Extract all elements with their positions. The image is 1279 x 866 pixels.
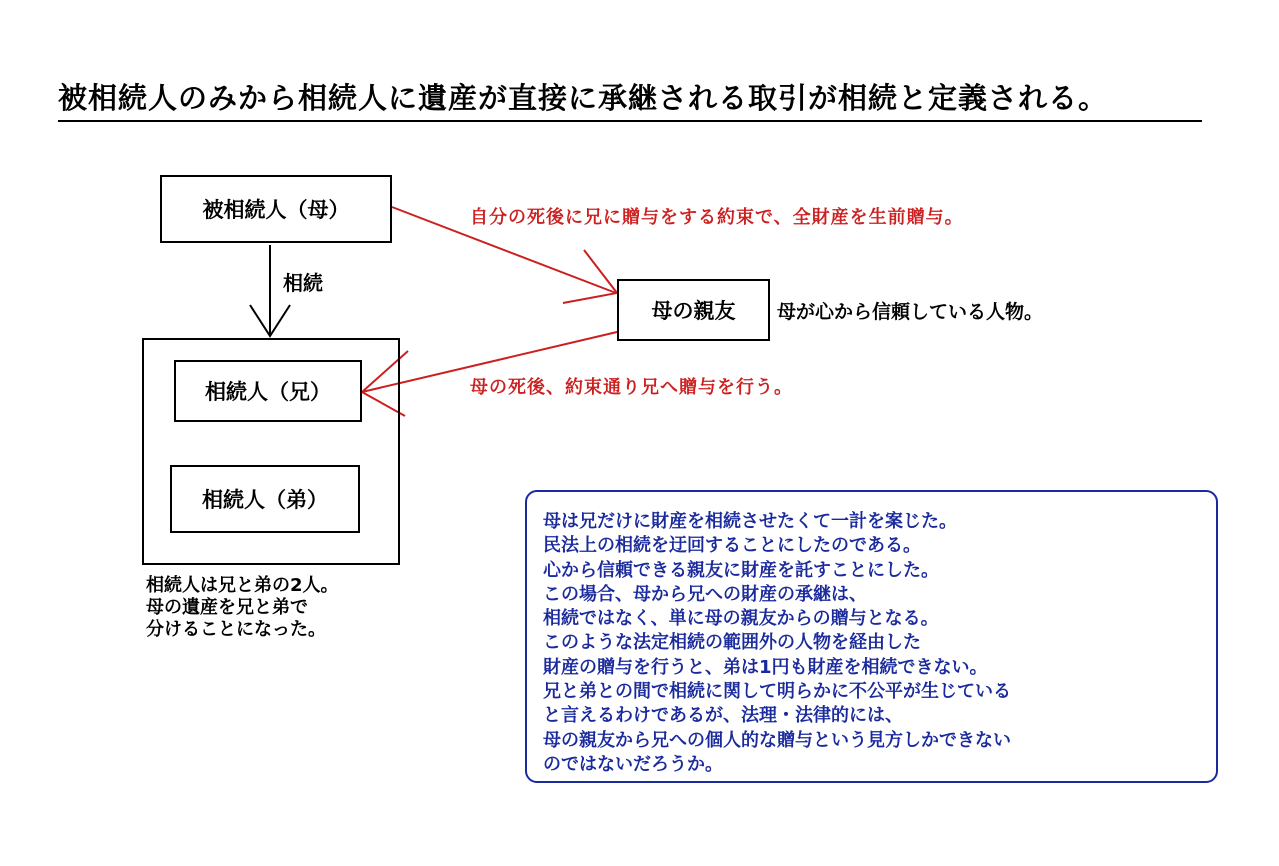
friend-node-label: 母の親友 [651,299,736,323]
explanation-line: 母の親友から兄への個人的な贈与という見方しかできない [543,729,1011,751]
explanation-box [525,490,1218,783]
friend-node [617,279,770,341]
explanation-line: 財産の贈与を行うと、弟は1円も財産を相続できない。 [543,656,988,678]
heirs-note [146,575,339,641]
explanation-line: 民法上の相続を迂回することにしたのである。 [543,535,921,557]
explanation-line: 母は兄だけに財産を相続させたくて一計を案じた。 [543,511,957,532]
explanation-line: と言えるわけであるが、法理・法律的には、 [543,705,903,727]
inheritance-label: 相続 [283,271,323,295]
elder-brother-node-label: 相続人（兄） [205,380,331,404]
explanation-line: この場合、母から兄への財産の承継は、 [543,583,867,605]
heirs-note-line: 分けることになった。 [146,619,326,640]
explanation-line: 心から信頼できる親友に財産を託すことにした。 [543,559,939,581]
heirs-note-line: 相続人は兄と弟の2人。 [146,575,339,596]
explanation-line: のではないだろうか。 [543,753,723,775]
younger-brother-node [170,465,360,533]
gift-to-friend-label: 自分の死後に兄に贈与をする約束で、全財産を生前贈与。 [470,207,964,228]
mother-node [160,175,392,243]
gift-to-brother-label: 母の死後、約束通り兄へ贈与を行う。 [470,377,793,398]
elder-brother-node [174,360,362,422]
page-title: 被相続人のみから相続人に遺産が直接に承継される取引が相続と定義される。 [58,78,1202,122]
friend-note: 母が心から信頼している人物。 [777,301,1044,323]
heirs-note-line: 母の遺産を兄と弟で [146,597,308,618]
explanation-line: 兄と弟との間で相続に関して明らかに不公平が生じている [543,681,1011,703]
explanation-line: 相続ではなく、単に母の親友からの贈与となる。 [543,608,939,630]
mother-node-label: 被相続人（母） [202,198,350,222]
explanation-line: このような法定相続の範囲外の人物を経由した [543,632,921,654]
younger-brother-node-label: 相続人（弟） [202,488,328,512]
